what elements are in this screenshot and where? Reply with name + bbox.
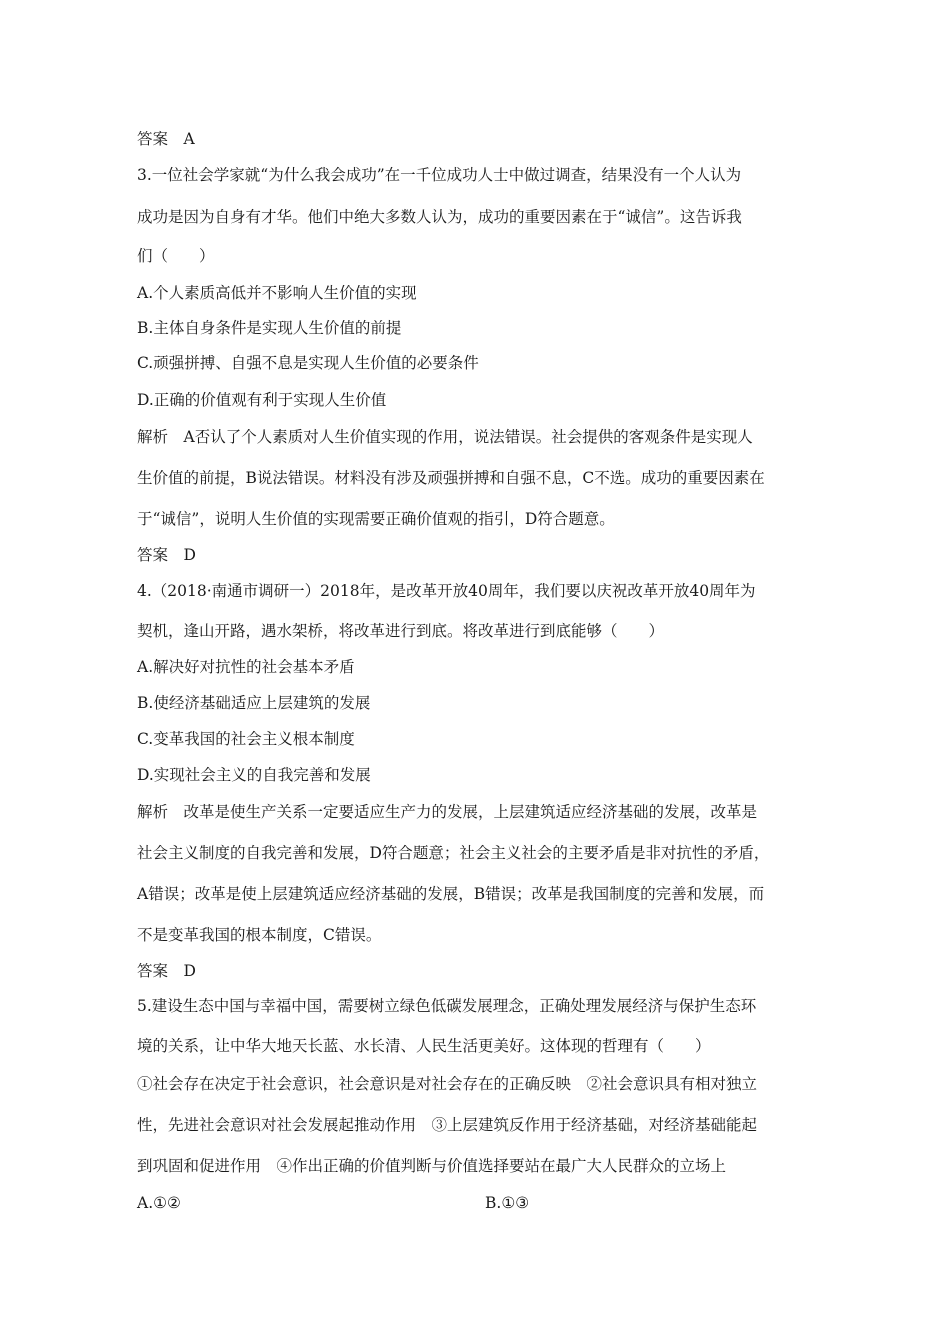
answer-q3: 答案 D (137, 546, 196, 564)
q3-option-b: B.主体自身条件是实现人生价值的前提 (137, 319, 402, 337)
q4-stem-line-2: 契机，逢山开路，遇水架桥，将改革进行到底。将改革进行到底能够（ ） (137, 622, 665, 640)
q4-option-c: C.变革我国的社会主义根本制度 (137, 730, 355, 748)
answer-q2: 答案 A (137, 130, 195, 148)
q3-stem-line-1: 3.一位社会学家就“为什么我会成功”在一千位成功人士中做过调查，结果没有一个人认为 (137, 166, 742, 184)
answer-q4: 答案 D (137, 962, 196, 980)
q4-option-a: A.解决好对抗性的社会基本矛盾 (137, 658, 355, 676)
q4-analysis-line-2: 社会主义制度的自我完善和发展，D符合题意；社会主义社会的主要矛盾是非对抗性的矛盾， (137, 844, 770, 862)
q3-analysis-line-3: 于“诚信”，说明人生价值的实现需要正确价值观的指引，D符合题意。 (137, 510, 615, 528)
q5-statement-line-3: 到巩固和促进作用 ④作出正确的价值判断与价值选择要站在最广大人民群众的立场上 (137, 1157, 727, 1175)
q5-option-a: A.①② (137, 1194, 181, 1212)
q4-analysis-line-1: 解析 改革是使生产关系一定要适应生产力的发展，上层建筑适应经济基础的发展，改革是 (137, 803, 758, 821)
q3-stem-line-3: 们（ ） (137, 247, 215, 265)
q3-analysis-line-1: 解析 A否认了个人素质对人生价值实现的作用，说法错误。社会提供的客观条件是实现人 (137, 428, 753, 446)
q3-option-c: C.顽强拼搏、自强不息是实现人生价值的必要条件 (137, 354, 479, 372)
q3-option-a: A.个人素质高低并不影响人生价值的实现 (137, 284, 417, 302)
q3-stem-line-2: 成功是因为自身有才华。他们中绝大多数人认为，成功的重要因素在于“诚信”。这告诉我 (137, 208, 742, 226)
q3-option-d: D.正确的价值观有利于实现人生价值 (137, 391, 387, 409)
q5-statement-line-2: 性，先进社会意识对社会发展起推动作用 ③上层建筑反作用于经济基础，对经济基础能起 (137, 1116, 758, 1134)
q5-stem-line-1: 5.建设生态中国与幸福中国，需要树立绿色低碳发展理念，正确处理发展经济与保护生态环 (137, 997, 757, 1015)
q4-analysis-line-4: 不是变革我国的根本制度，C错误。 (137, 926, 382, 944)
q4-stem-line-1: 4.（2018·南通市调研一）2018年，是改革开放40周年，我们要以庆祝改革开放40周年为 (137, 582, 756, 600)
q4-analysis-line-3: A错误；改革是使上层建筑适应经济基础的发展，B错误；改革是我国制度的完善和发展，而 (137, 885, 765, 903)
q5-option-b: B.①③ (485, 1194, 530, 1212)
q5-statement-line-1: ①社会存在决定于社会意识，社会意识是对社会存在的正确反映 ②社会意识具有相对独立 (137, 1075, 758, 1093)
q4-option-d: D.实现社会主义的自我完善和发展 (137, 766, 371, 784)
q3-analysis-line-2: 生价值的前提，B说法错误。材料没有涉及顽强拼搏和自强不息，C不选。成功的重要因素在 (137, 469, 765, 487)
q4-option-b: B.使经济基础适应上层建筑的发展 (137, 694, 371, 712)
q5-stem-line-2: 境的关系，让中华大地天长蓝、水长清、人民生活更美好。这体现的哲理有（ ） (137, 1037, 711, 1055)
